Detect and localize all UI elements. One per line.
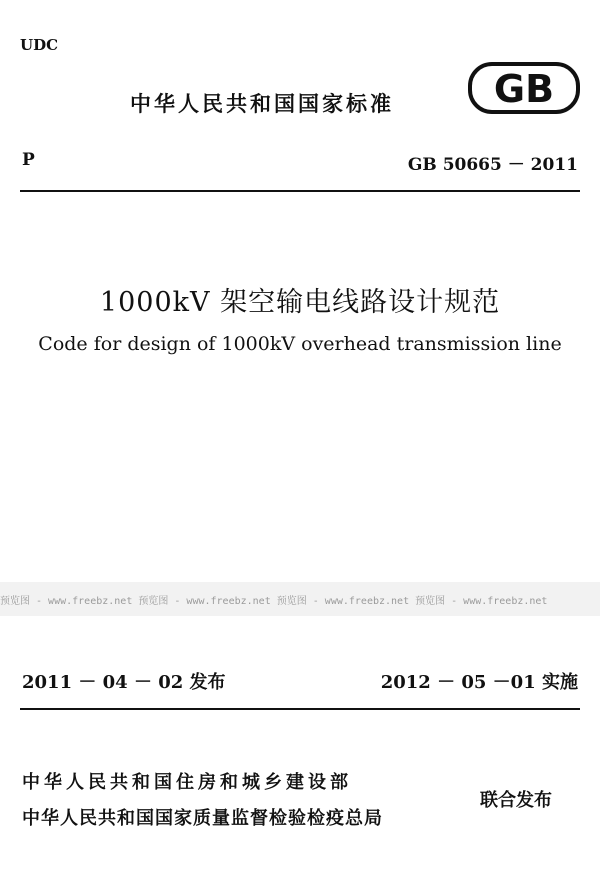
standard-code: GB 50665 － 2011 [407,155,578,175]
issue-date: 2011 － 04 － 02 发布 [22,672,226,693]
gb-logo-text: GB [493,67,555,111]
publisher-line-1: 中华人民共和国住房和城乡建设部 [22,772,352,793]
standard-title: 中华人民共和国国家标准 [130,92,394,116]
bottom-divider [20,708,580,710]
implementation-date: 2012 － 05 －01 实施 [380,672,578,693]
gb-logo [468,62,580,114]
top-divider [20,190,580,192]
title-chinese: 1000kV 架空输电线路设计规范 [99,287,501,318]
joint-publish-label: 联合发布 [480,790,552,811]
watermark-text: 预览图 - www.freebz.net 预览图 - www.freebz.net 预览图 - www.freebz.net 预览图 - www.freebz.net [0,596,548,607]
udc-label: UDC [20,36,59,54]
title-english: Code for design of 1000kV overhead transmission line [38,333,562,355]
publisher-line-2: 中华人民共和国国家质量监督检验检疫总局 [22,808,383,829]
category-label: P [22,150,35,170]
